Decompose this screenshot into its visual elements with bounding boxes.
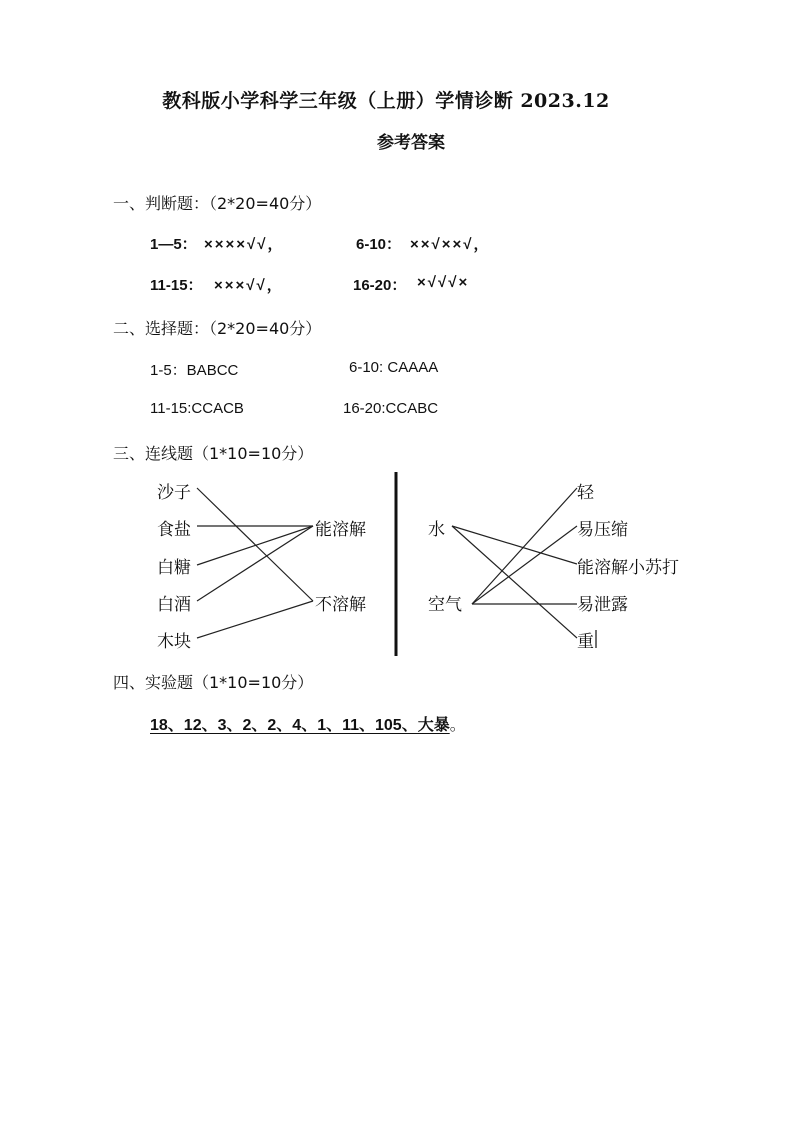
match-left-item-4: 木块 — [157, 632, 191, 652]
choice-row1-a: 1-5：BABCC — [150, 362, 239, 379]
document-title: 教科版小学科学三年级（上册）学情诊断 2023.12 — [162, 90, 610, 112]
experiment-answer-line — [150, 712, 466, 735]
match-right-target-4: 重 — [577, 632, 594, 652]
match-link-right-3 — [472, 526, 577, 604]
match-link-left-3 — [197, 526, 313, 601]
match-left-item-2: 白糖 — [157, 558, 191, 578]
match-right-item-0: 水 — [428, 520, 445, 540]
match-right-target-2: 能溶解小苏打 — [577, 558, 679, 578]
match-link-right-2 — [472, 488, 577, 604]
experiment-answer: 18、12、3、2、2、4、1、11、105、大暴 — [150, 717, 450, 734]
judge-row2-marks-b: ×√√√× — [417, 274, 470, 291]
judge-row2-range-b: 16-20： — [353, 277, 407, 294]
match-right-target-1: 易压缩 — [577, 520, 628, 540]
section-match-heading: 三、连线题（1*10=10分） — [113, 444, 314, 463]
match-link-left-0 — [197, 488, 313, 601]
section-experiment-heading: 四、实验题（1*10=10分） — [113, 673, 314, 692]
judge-row2-marks-a: ×××√√， — [214, 277, 284, 294]
document-subtitle: 参考答案 — [377, 133, 445, 153]
choice-row2-b: 16-20:CCABC — [343, 400, 439, 417]
match-link-left-4 — [197, 601, 313, 638]
match-left-item-1: 食盐 — [157, 520, 191, 540]
match-left-target-1: 不溶解 — [315, 595, 366, 615]
match-left-target-0: 能溶解 — [315, 520, 366, 540]
match-link-left-2 — [197, 526, 313, 565]
judge-row1-marks-b: ××√××√， — [410, 236, 491, 253]
match-left-item-3: 白酒 — [157, 595, 191, 615]
match-left-item-0: 沙子 — [157, 483, 191, 503]
judge-row1-range-b: 6-10： — [356, 236, 402, 253]
choice-row2-a: 11-15:CCACB — [150, 400, 244, 417]
section-judge-heading: 一、判断题：（2*20=40分） — [113, 194, 322, 213]
match-right-item-1: 空气 — [428, 595, 462, 615]
section-choice-heading: 二、选择题：（2*20=40分） — [113, 319, 322, 338]
match-right-target-3: 易泄露 — [577, 595, 628, 615]
match-link-right-1 — [452, 526, 577, 638]
judge-row2-range-a: 11-15： — [150, 277, 203, 294]
judge-row1-range-a: 1—5： — [150, 236, 197, 253]
match-right-target-0: 轻 — [577, 483, 594, 503]
judge-row1-marks-a: ××××√√， — [204, 236, 285, 253]
match-link-right-0 — [452, 526, 577, 564]
experiment-end-mark: 。 — [449, 715, 466, 734]
choice-row1-b: 6-10: CAAAA — [349, 359, 439, 376]
